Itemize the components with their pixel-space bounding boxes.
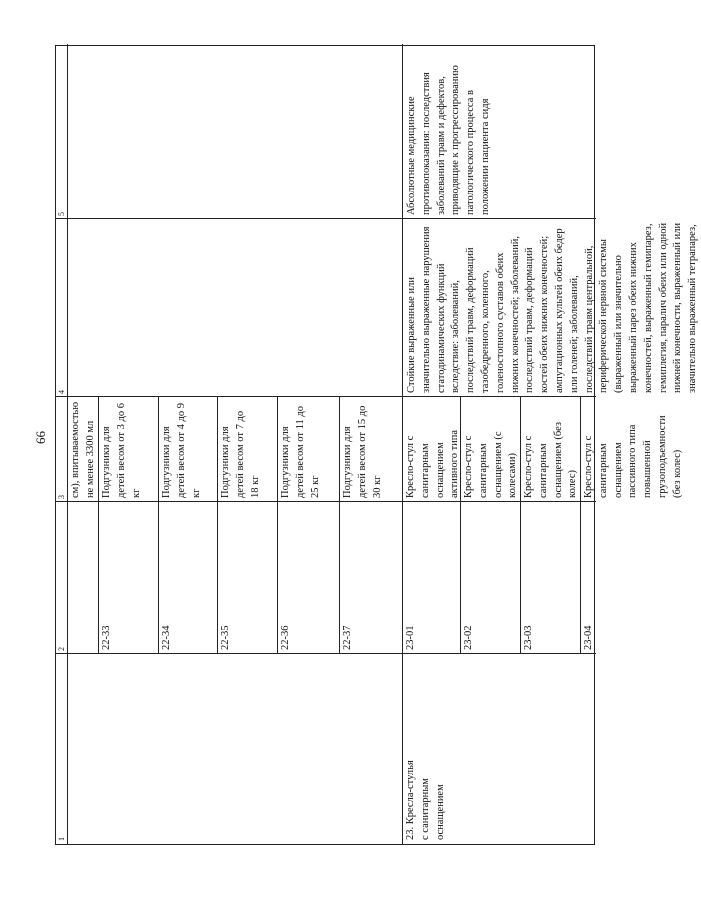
page-number: 66 — [33, 431, 48, 444]
column-number-row — [56, 44, 68, 844]
column-number-1: 1 — [57, 837, 66, 841]
column-number-5: 5 — [57, 212, 66, 216]
indications-text: Стойкие выраженные или значительно выраженные нарушения статодинамических функций вследствие: заболеваний, последствий травм, деформаций тазобедренного, коленного, голеностопного суставов обеих нижних конечностей; заболеваний, последствий травм, деформаций костей обеих нижних конечностей; ампутационных культей обеих бедер или голеней; заболеваний, последствий травм центральной, периферической нервной системы (выраженный или значительно выраженный парез обеих нижних конечностей, выраженный гемипарез, гемиплегия, паралич обеих или одной нижней конечности, выраженный или значительно выраженный тетрапарез, — [406, 222, 699, 393]
column-number-2: 2 — [57, 647, 66, 651]
chair-code: 23-04 — [583, 625, 594, 650]
diaper-code: 22-35 — [220, 625, 231, 650]
diaper-code: 22-36 — [280, 625, 291, 650]
diaper-name: Подгузники для детей весом от 11 до 25 кг — [280, 406, 321, 498]
diaper-name: Подгузники для детей весом от 15 до 30 кг — [342, 405, 383, 498]
contraindications-text: Абсолютные медицинские противопоказания: последствия заболеваний травм и дефектов, приводящие к прогрессированию патологического процесса в положении пациента сидя — [406, 65, 491, 215]
diaper-name: Подгузники для детей весом от 7 до 18 кг — [220, 410, 261, 498]
chair-name: Кресло-стул с санитарным оснащением (с колесами) — [463, 431, 519, 498]
column-number-3: 3 — [57, 495, 66, 499]
section-title: 23. Кресла-стулья с санитарным оснащением — [405, 760, 446, 840]
chair-name: Кресло-стул с санитарным оснащением пассивного типа повышенной грузоподъемности (без колес) — [583, 415, 683, 498]
diaper-name: Подгузники для детей весом от 4 до 9 кг — [161, 403, 202, 498]
chair-name: Кресло-стул с санитарным оснащением (без колес) — [523, 421, 579, 498]
diaper-code: 22-37 — [342, 625, 353, 650]
chair-code: 23-03 — [523, 625, 534, 650]
diaper-code: 22-33 — [101, 625, 112, 650]
carry-over-product-text: см), впитываемостью не менее 3300 мл — [70, 401, 96, 498]
chair-code: 23-02 — [463, 625, 474, 650]
document-table — [55, 45, 699, 845]
chair-name: Кресло-стул с санитарным оснащением активного типа — [405, 429, 461, 498]
diaper-code: 22-34 — [161, 625, 172, 650]
chair-code: 23-01 — [405, 625, 416, 650]
diaper-name: Подгузники для детей весом от 3 до 6 кг — [101, 403, 142, 498]
column-number-4: 4 — [57, 390, 66, 394]
